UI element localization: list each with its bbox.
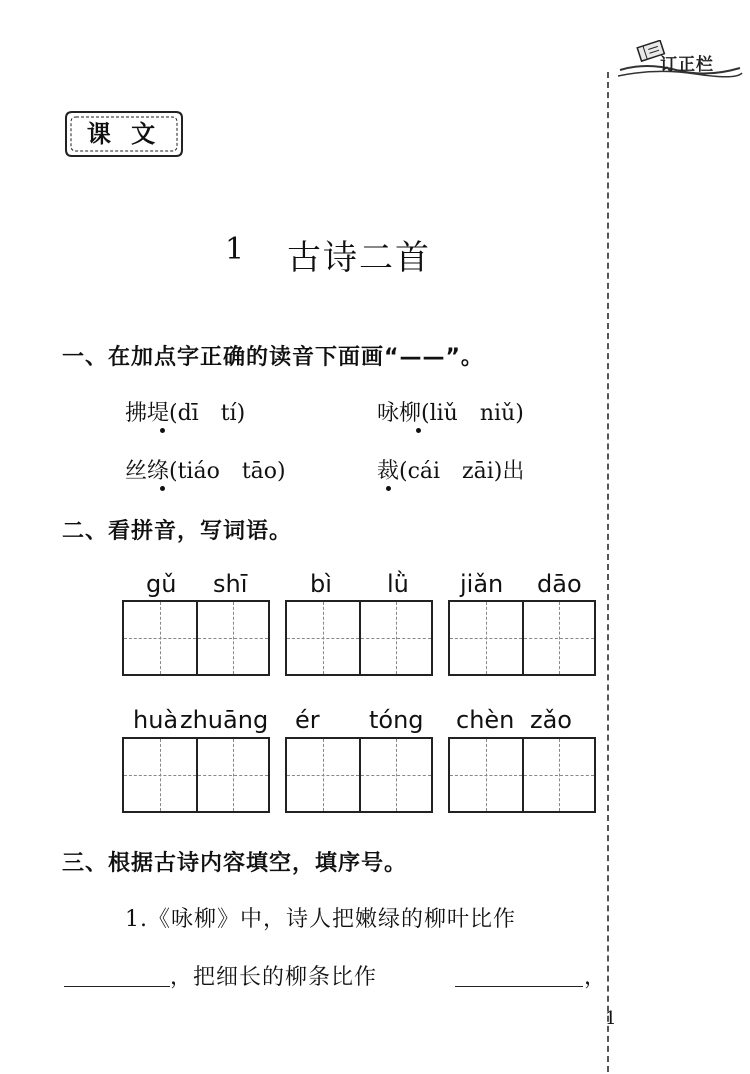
pinyin-syllable: gǔ [146, 570, 177, 598]
writing-cell[interactable] [124, 602, 196, 674]
writing-cell[interactable] [196, 602, 268, 674]
pinyin-syllable: bì [310, 570, 332, 598]
pinyin-syllable: shī [213, 570, 248, 598]
lesson-tag: 课 文 [86, 120, 162, 148]
writing-cell[interactable] [359, 602, 431, 674]
fill-question-line: 1.《咏柳》中，诗人把嫩绿的柳叶比作 [125, 907, 516, 932]
pinyin-syllable: chèn [456, 706, 515, 734]
pinyin-syllable: ér [295, 706, 320, 734]
writing-cell[interactable] [450, 739, 522, 811]
writing-cell[interactable] [450, 602, 522, 674]
fill-question-punct: ， [584, 965, 608, 990]
pronunciation-item: 裁(cái zāi)出 [377, 459, 525, 484]
pinyin-syllable: zǎo [530, 706, 572, 734]
pronunciation-item: 咏柳(liǔ niǔ) [377, 401, 524, 426]
fill-question-line: ，把细长的柳条比作 [170, 965, 378, 990]
section-heading-3: 三、根据古诗内容填空，填序号。 [62, 851, 408, 876]
emphasis-dot [416, 428, 421, 433]
writing-grid[interactable] [448, 737, 596, 813]
writing-grid[interactable] [285, 600, 433, 676]
writing-grid[interactable] [122, 737, 270, 813]
lesson-title: 古诗二首 [287, 238, 431, 278]
corrections-column-divider [607, 72, 609, 1072]
section-heading-2: 二、看拼音，写词语。 [62, 519, 293, 544]
writing-cell[interactable] [522, 739, 594, 811]
writing-cell[interactable] [359, 739, 431, 811]
emphasis-dot [386, 486, 391, 491]
emphasis-dot [160, 428, 165, 433]
writing-cell[interactable] [287, 739, 359, 811]
emphasis-dot [160, 486, 165, 491]
pinyin-syllable: huà [133, 706, 179, 734]
writing-cell[interactable] [522, 602, 594, 674]
writing-grid[interactable] [122, 600, 270, 676]
section-heading-1: 一、在加点字正确的读音下面画“——”。 [62, 345, 484, 370]
page-number: 1 [605, 1008, 617, 1029]
pinyin-syllable: tóng [369, 706, 424, 734]
corrections-column-label: 订正栏 [660, 55, 714, 75]
writing-cell[interactable] [124, 739, 196, 811]
writing-cell[interactable] [287, 602, 359, 674]
writing-grid[interactable] [285, 737, 433, 813]
pronunciation-item: 拂堤(dī tí) [125, 401, 246, 426]
pinyin-syllable: jiǎn [460, 570, 504, 598]
answer-blank[interactable] [455, 986, 583, 987]
answer-blank[interactable] [64, 986, 170, 987]
pronunciation-item: 丝绦(tiáo tāo) [125, 459, 286, 484]
pinyin-syllable: lǜ [387, 570, 409, 598]
lesson-number: 1 [225, 232, 245, 267]
pinyin-syllable: dāo [537, 570, 582, 598]
pinyin-syllable: zhuāng [180, 706, 269, 734]
writing-cell[interactable] [196, 739, 268, 811]
writing-grid[interactable] [448, 600, 596, 676]
